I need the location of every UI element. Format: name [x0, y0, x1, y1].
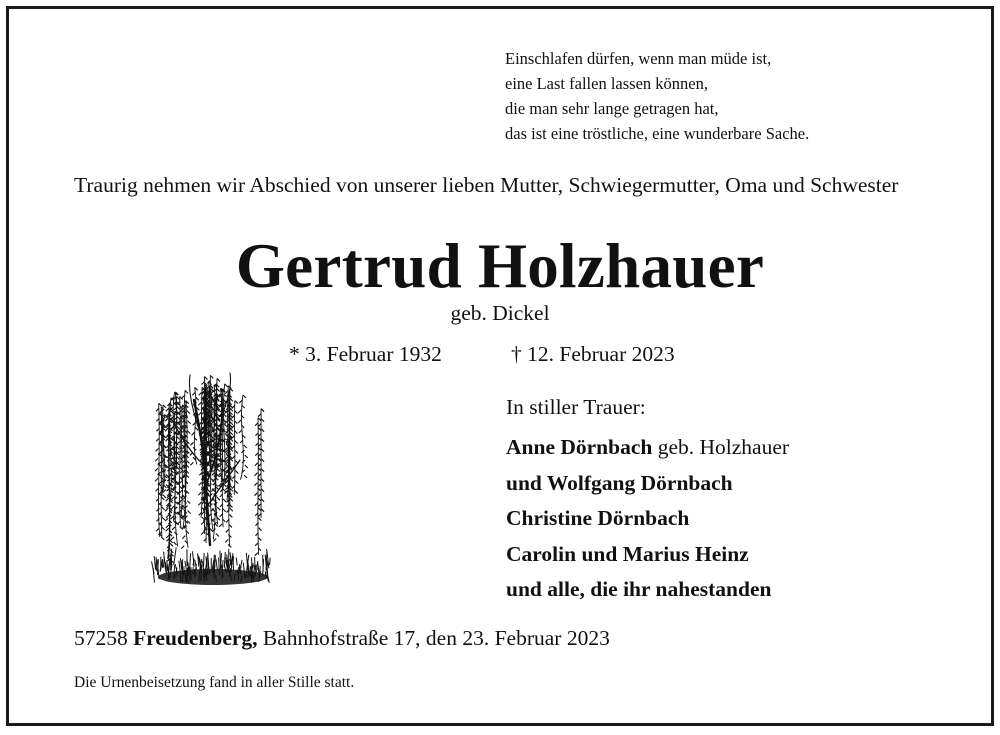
poem-line: die man sehr lange getragen hat, — [505, 99, 719, 118]
mourner-line: und Wolfgang Dörnbach — [506, 470, 733, 495]
mourning-heading: In stiller Trauer: — [506, 395, 646, 419]
weeping-willow-icon — [148, 365, 278, 590]
mourner-name: Anne Dörnbach — [506, 435, 653, 459]
poem-line: eine Last fallen lassen können, — [505, 74, 708, 93]
death-date: † 12. Februar 2023 — [511, 342, 675, 366]
street-date: Bahnhofstraße 17, den 23. Februar 2023 — [257, 626, 610, 650]
burial-note: Die Urnenbeisetzung fand in aller Stille statt. — [74, 674, 355, 691]
deceased-name: Gertrud Holzhauer — [235, 231, 765, 301]
postcode: 57258 — [74, 626, 134, 650]
birth-date: * 3. Februar 1932 — [289, 342, 442, 366]
maiden-name: geb. Dickel — [450, 301, 550, 325]
poem-line: Einschlafen dürfen, wenn man müde ist, — [505, 49, 772, 68]
city: Freudenberg, — [133, 626, 258, 650]
mourners-list — [506, 430, 789, 608]
poem — [505, 46, 809, 146]
address-line — [74, 624, 610, 652]
mourner-line: und alle, die ihr nahestanden — [506, 577, 772, 601]
poem-line: das ist eine tröstliche, eine wunderbare Sache. — [505, 124, 810, 143]
mourner-line: Christine Dörnbach — [506, 506, 690, 530]
mourner-maiden: geb. Holzhauer — [652, 435, 790, 459]
mourner-line — [506, 430, 789, 466]
mourner-line: Carolin und Marius Heinz — [506, 541, 749, 566]
intro-text: Traurig nehmen wir Abschied von unserer lieben Mutter, Schwiegermutter, Oma und Schwester — [74, 173, 899, 197]
